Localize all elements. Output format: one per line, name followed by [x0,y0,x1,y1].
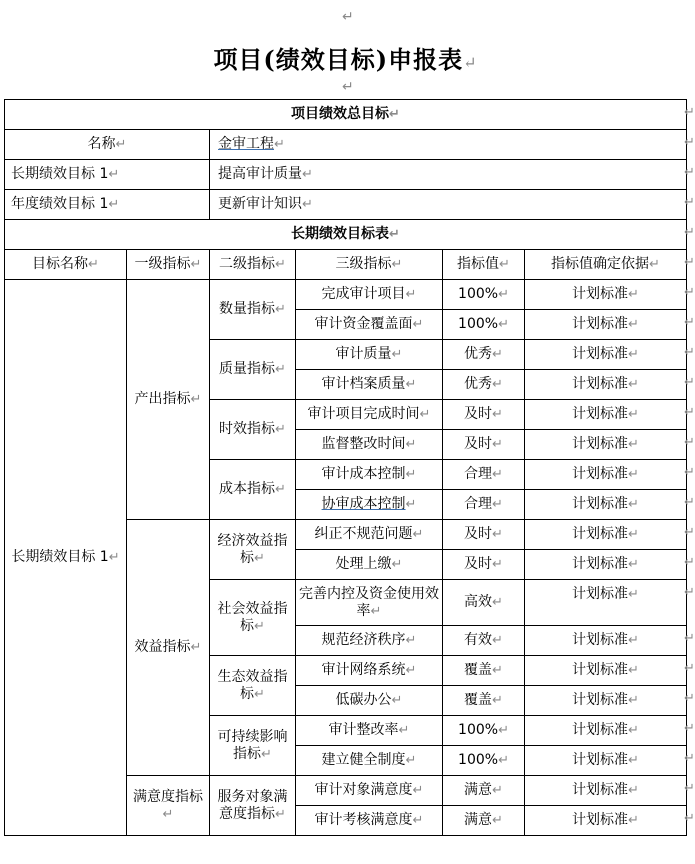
basis-cell: 计划标准↵ [525,806,687,836]
goal-name-cell: 长期绩效目标 1↵ [5,280,127,836]
value-cell: 有效↵ [443,626,525,656]
column-header: 一级指标↵ [127,250,210,280]
level3-cell: 建立健全制度↵ [296,746,443,776]
level3-cell: 审计整改率↵ [296,716,443,746]
value-cell: 优秀↵ [443,340,525,370]
row-end-mark: ↵ [684,434,695,450]
level1-cell: 满意度指标↵ [127,776,210,836]
column-header: 三级指标↵ [296,250,443,280]
level2-cell: 经济效益指标↵ [210,520,296,580]
level3-cell: 审计档案质量↵ [296,370,443,400]
level2-cell: 质量指标↵ [210,340,296,400]
basis-cell: 计划标准↵ [525,686,687,716]
basis-cell: 计划标准↵ [525,656,687,686]
level3-cell: 规范经济秩序↵ [296,626,443,656]
paragraph-mark: ↵ [342,9,354,25]
performance-goal-table [4,99,687,836]
level1-cell: 产出指标↵ [127,280,210,520]
row-end-mark: ↵ [684,750,695,766]
basis-cell: 计划标准↵ [525,340,687,370]
info-label: 年度绩效目标 1↵ [5,190,210,220]
value-cell: 满意↵ [443,776,525,806]
level3-cell: 审计资金覆盖面↵ [296,310,443,340]
value-cell: 合理↵ [443,490,525,520]
basis-cell: 计划标准↵ [525,776,687,806]
level2-cell: 社会效益指标↵ [210,580,296,656]
level3-cell: 审计对象满意度↵ [296,776,443,806]
row-end-mark: ↵ [684,494,695,510]
row-end-mark: ↵ [684,630,695,646]
column-header: 指标值↵ [443,250,525,280]
row-end-mark: ↵ [684,254,695,270]
basis-cell: 计划标准↵ [525,746,687,776]
level2-cell: 成本指标↵ [210,460,296,520]
row-end-mark: ↵ [684,810,695,826]
row-end-mark: ↵ [684,720,695,736]
basis-cell: 计划标准↵ [525,520,687,550]
row-end-mark: ↵ [684,584,695,600]
level3-cell: 审计成本控制↵ [296,460,443,490]
level3-cell: 纠正不规范问题↵ [296,520,443,550]
level3-cell: 监督整改时间↵ [296,430,443,460]
level1-cell: 效益指标↵ [127,520,210,776]
value-cell: 及时↵ [443,400,525,430]
page-title [0,40,691,75]
level3-cell: 协审成本控制↵ [296,490,443,520]
level3-cell: 审计网络系统↵ [296,656,443,686]
row-end-mark: ↵ [684,464,695,480]
level2-cell: 时效指标↵ [210,400,296,460]
level3-cell: 完善内控及资金使用效率↵ [296,580,443,626]
basis-cell: 计划标准↵ [525,550,687,580]
info-value: 金审工程↵ [210,130,687,160]
basis-cell: 计划标准↵ [525,490,687,520]
value-cell: 及时↵ [443,550,525,580]
basis-cell: 计划标准↵ [525,310,687,340]
level3-cell: 处理上缴↵ [296,550,443,580]
row-end-mark: ↵ [684,314,695,330]
row-end-mark: ↵ [684,554,695,570]
level3-cell: 低碳办公↵ [296,686,443,716]
level3-cell: 审计考核满意度↵ [296,806,443,836]
info-value: 更新审计知识↵ [210,190,687,220]
row-end-mark: ↵ [684,690,695,706]
column-header: 目标名称↵ [5,250,127,280]
basis-cell: 计划标准↵ [525,280,687,310]
row-end-mark: ↵ [684,104,695,120]
level2-cell: 可持续影响指标↵ [210,716,296,776]
level3-cell: 审计质量↵ [296,340,443,370]
value-cell: 覆盖↵ [443,656,525,686]
basis-cell: 计划标准↵ [525,370,687,400]
row-end-mark: ↵ [684,284,695,300]
basis-cell: 计划标准↵ [525,430,687,460]
column-header: 指标值确定依据↵ [525,250,687,280]
level2-cell: 数量指标↵ [210,280,296,340]
info-label: 长期绩效目标 1↵ [5,160,210,190]
level3-cell: 审计项目完成时间↵ [296,400,443,430]
value-cell: 优秀↵ [443,370,525,400]
row-end-mark: ↵ [684,374,695,390]
summary-header: 项目绩效总目标↵ [5,100,687,130]
info-label: 名称↵ [5,130,210,160]
basis-cell: 计划标准↵ [525,626,687,656]
value-cell: 100%↵ [443,280,525,310]
value-cell: 100%↵ [443,746,525,776]
row-end-mark: ↵ [684,224,695,240]
paragraph-mark: ↵ [463,53,478,72]
row-end-mark: ↵ [684,164,695,180]
row-end-mark: ↵ [684,134,695,150]
value-cell: 覆盖↵ [443,686,525,716]
value-cell: 100%↵ [443,310,525,340]
value-cell: 及时↵ [443,520,525,550]
row-end-mark: ↵ [684,780,695,796]
value-cell: 高效↵ [443,580,525,626]
row-end-mark: ↵ [684,524,695,540]
level3-cell: 完成审计项目↵ [296,280,443,310]
value-cell: 100%↵ [443,716,525,746]
basis-cell: 计划标准↵ [525,460,687,490]
info-value: 提高审计质量↵ [210,160,687,190]
basis-cell: 计划标准↵ [525,716,687,746]
longterm-header: 长期绩效目标表↵ [5,220,687,250]
paragraph-mark: ↵ [342,79,354,95]
row-end-mark: ↵ [684,194,695,210]
row-end-mark: ↵ [684,344,695,360]
column-header: 二级指标↵ [210,250,296,280]
basis-cell: 计划标准↵ [525,580,687,626]
row-end-mark: ↵ [684,404,695,420]
value-cell: 及时↵ [443,430,525,460]
value-cell: 满意↵ [443,806,525,836]
level2-cell: 服务对象满意度指标↵ [210,776,296,836]
basis-cell: 计划标准↵ [525,400,687,430]
title-text: 项目(绩效目标)申报表 [213,45,464,74]
row-end-mark: ↵ [684,660,695,676]
value-cell: 合理↵ [443,460,525,490]
level2-cell: 生态效益指标↵ [210,656,296,716]
